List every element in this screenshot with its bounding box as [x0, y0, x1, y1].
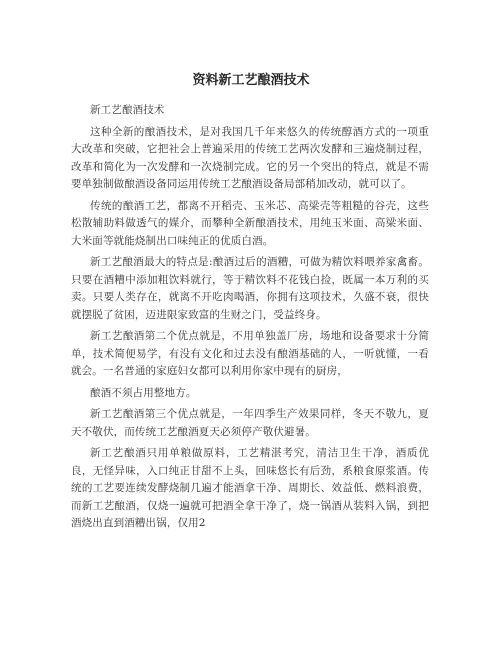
document-body [71, 102, 429, 537]
paragraph-subtitle: 新工艺酿酒技术 [90, 104, 165, 116]
paragraph: 新工艺酿酒最大的特点是:酿酒过后的酒糟，可做为精饮料喂养家禽畜。只要在酒糟中添加粗饮料就行，等于精饮料不花钱白捡，既属一本万利的买卖。只要人类存在，就离不开吃肉喝酒，你拥有这项技术，久盛不衰，很快就摆脱了贫困，迈进限家致富的生财之门，受益终身。 [71, 256, 429, 321]
document-title: 资料新工艺酿酒技术 [192, 73, 310, 88]
paragraph: 新工艺酿酒第二个优点就是，不用单独盖厂房，场地和设备要求十分简单，技术简便易学，有没有文化和过去没有酿酒基础的人，一听就懂，一看就会。一名普通的家庭妇女都可以利用你家中现有的厨房， [71, 330, 429, 377]
paragraph: 酿酒不须占用整地方。 [90, 386, 197, 399]
paragraph: 新工艺酿酒第三个优点就是，一年四季生产效果同样，冬天不敬九，夏天不敬伏，而传统工艺酿酒夏天必须停产敬伏避暑。 [71, 408, 429, 438]
paragraph: 新工艺酿酒只用单粮做原料，工艺精湛考究，清洁卫生干净，酒质优良，无怪异味，入口纯正甘甜不上头，回味悠长有后劲，系粮食原浆酒。传统的工艺要连续发酵烧制几遍才能酒拿干净、周期长、效益低、燃料浪费，而新工艺酿酒，仅烧一遍就可把酒全拿干净了，烧一锅酒从装料入锅，到把酒烧出直到酒糟出锅，仅用2 [71, 447, 429, 529]
paragraph: 传统的酿酒工艺，都离不开稻壳、玉米芯、高梁壳等粗糙的谷壳，这些松散辅助料做透气的媒介，而攀种全新酿酒技术，用纯玉米面、高梁米面、大米面等就能烧制出口味纯正的优质白酒。 [71, 199, 429, 247]
paragraph: 这种全新的酿酒技术，是对我国几千年来悠久的传统醇酒方式的一项重大改革和突破，它把社会上普遍采用的传统工艺两次发酵和三遍烧制过程，改革和简化为一次发酵和一次烧制完成。它的另一个突出的特点，就是不需要单独制做酿酒设备同运用传统工艺酿酒设备局部稍加改动，就可以了。 [71, 125, 429, 190]
